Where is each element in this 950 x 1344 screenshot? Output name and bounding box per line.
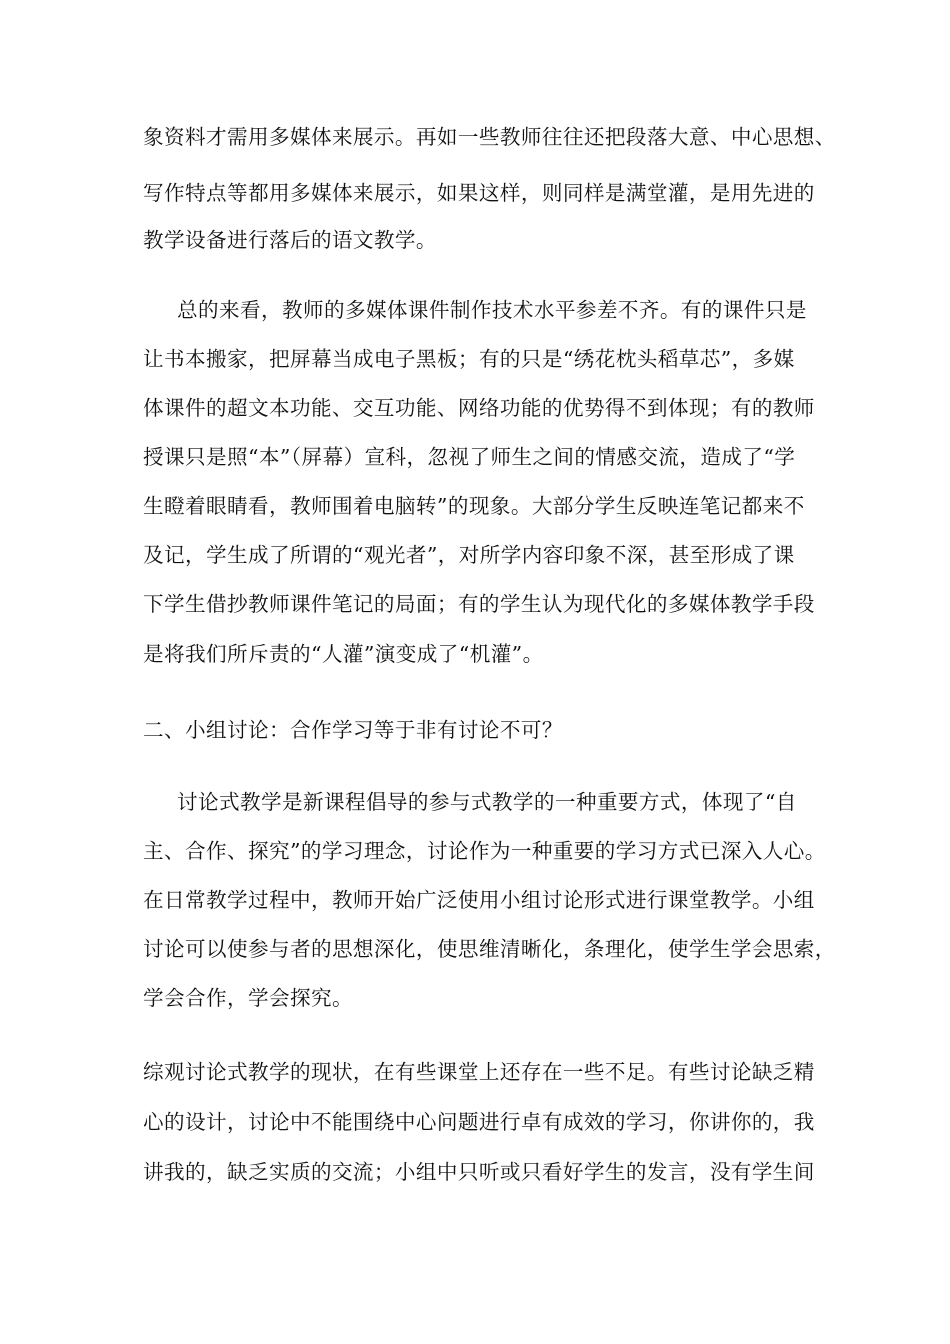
- paragraph-1-line-3: 教学设备进行落后的语文教学。: [143, 228, 437, 252]
- paragraph-4-line-2: 心的设计，讨论中不能围绕中心问题进行卓有成效的学习，你讲你的，我: [143, 1110, 815, 1134]
- paragraph-2-line-8: 是将我们所斥责的“人灌”演变成了“机灌”。: [143, 642, 544, 666]
- paragraph-2-line-6: 及记，学生成了所谓的“观光者”，对所学内容印象不深，甚至形成了课: [143, 543, 795, 567]
- paragraph-2-line-7: 下学生借抄教师课件笔记的局面；有的学生认为现代化的多媒体教学手段: [143, 592, 815, 616]
- paragraph-2-line-5: 生瞪着眼睛看，教师围着电脑转”的现象。大部分学生反映连笔记都来不: [143, 494, 805, 518]
- paragraph-1-line-2: 写作特点等都用多媒体来展示，如果这样，则同样是满堂灌，是用先进的: [143, 181, 815, 205]
- paragraph-3-line-1: 讨论式教学是新课程倡导的参与式教学的一种重要方式，体现了“自: [177, 790, 797, 814]
- paragraph-4-line-3: 讲我的，缺乏实质的交流；小组中只听或只看好学生的发言，没有学生间: [143, 1160, 815, 1184]
- paragraph-3-line-5: 学会合作，学会探究。: [143, 986, 353, 1010]
- paragraph-2-line-3: 体课件的超文本功能、交互功能、网络功能的优势得不到体现；有的教师: [143, 396, 815, 420]
- paragraph-1-line-1: 象资料才需用多媒体来展示。再如一些教师往往还把段落大意、中心思想、: [143, 125, 836, 149]
- paragraph-4-line-1: 综观讨论式教学的现状，在有些课堂上还存在一些不足。有些讨论缺乏精: [143, 1060, 815, 1084]
- paragraph-2-line-4: 授课只是照“本”（屏幕）宣科，忽视了师生之间的情感交流，造成了“学: [143, 445, 796, 469]
- paragraph-2-line-2: 让书本搬家，把屏幕当成电子黑板；有的只是“绣花枕头稻草芯”，多媒: [143, 347, 795, 371]
- section-heading: 二、小组讨论：合作学习等于非有讨论不可？: [143, 718, 563, 742]
- paragraph-2-line-1: 总的来看，教师的多媒体课件制作技术水平参差不齐。有的课件只是: [177, 298, 807, 322]
- paragraph-3-line-3: 在日常教学过程中，教师开始广泛使用小组讨论形式进行课堂教学。小组: [143, 888, 815, 912]
- paragraph-3-line-2: 主、合作、探究”的学习理念，讨论作为一种重要的学习方式已深入人心。: [143, 839, 826, 863]
- paragraph-3-line-4: 讨论可以使参与者的思想深化，使思维清晰化，条理化，使学生学会思索，: [143, 937, 836, 961]
